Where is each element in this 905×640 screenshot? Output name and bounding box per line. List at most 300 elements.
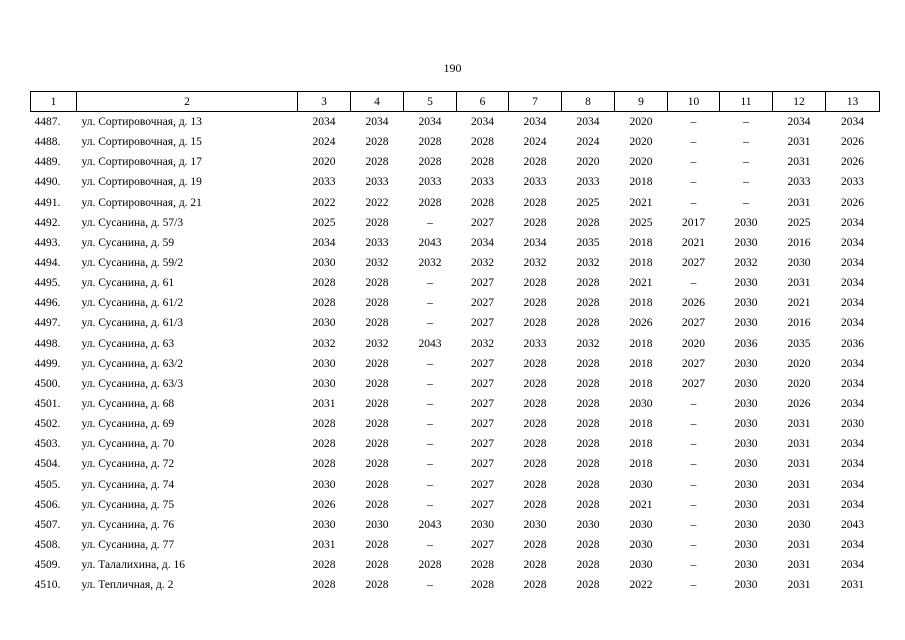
year-cell: 2030 <box>629 478 653 491</box>
row-number-cell: 4498. <box>34 337 61 350</box>
year-cell: 2031 <box>787 438 811 451</box>
year-cell: 2028 <box>312 579 336 592</box>
year-cell: 2033 <box>787 176 811 189</box>
address-cell: ул. Сусанина, д. 70 <box>81 438 175 451</box>
row-number-cell: 4492. <box>34 216 61 229</box>
year-cell: 2033 <box>471 176 494 189</box>
address-cell: ул. Сусанина, д. 75 <box>81 498 175 511</box>
year-cell: 2036 <box>841 337 864 350</box>
year-cell: 2032 <box>365 257 389 270</box>
year-cell: 2027 <box>471 216 494 229</box>
year-cell: 2016 <box>787 317 811 330</box>
year-cell: 2017 <box>682 216 705 229</box>
year-cell: 2030 <box>734 518 758 531</box>
row-number-cell: 4496. <box>34 297 61 310</box>
year-cell: 2034 <box>312 236 336 249</box>
year-cell: 2034 <box>841 438 864 451</box>
table-row <box>31 233 880 253</box>
year-cell: 2028 <box>365 216 389 229</box>
year-cell: 2034 <box>841 539 864 552</box>
year-cell: 2027 <box>471 418 494 431</box>
year-cell: 2020 <box>629 156 653 169</box>
address-cell: ул. Сусанина, д. 61 <box>81 277 175 290</box>
table-row <box>31 193 880 213</box>
address-cell: ул. Сусанина, д. 63/3 <box>81 377 184 390</box>
year-cell: 2028 <box>523 438 547 451</box>
year-cell: 2034 <box>787 116 811 129</box>
table-row <box>31 334 880 354</box>
year-cell: 2030 <box>629 559 653 572</box>
year-cell: 2034 <box>841 398 864 411</box>
year-cell: 2028 <box>365 156 389 169</box>
year-cell: 2027 <box>471 377 494 390</box>
year-cell: 2025 <box>629 216 653 229</box>
year-cell: 2030 <box>734 317 758 330</box>
table-row <box>31 273 880 293</box>
header-row <box>31 92 880 112</box>
year-cell: – <box>690 418 697 431</box>
address-cell: ул. Сортировочная, д. 19 <box>81 176 202 189</box>
year-cell: 2043 <box>841 518 864 531</box>
year-cell: – <box>427 317 433 330</box>
year-cell: 2030 <box>734 216 758 229</box>
row-number-cell: 4495. <box>34 277 61 290</box>
year-cell: 2033 <box>365 236 389 249</box>
year-cell: – <box>427 216 433 229</box>
year-cell: 2034 <box>418 116 442 129</box>
year-cell: 2030 <box>734 539 758 552</box>
year-cell: 2030 <box>734 579 758 592</box>
table-row <box>31 394 880 414</box>
year-cell: 2027 <box>471 357 494 370</box>
year-cell: 2026 <box>841 156 864 169</box>
year-cell: 2034 <box>365 116 389 129</box>
row-number-cell: 4490. <box>34 176 61 189</box>
year-cell: 2028 <box>418 156 442 169</box>
year-cell: 2034 <box>471 236 494 249</box>
year-cell: 2028 <box>523 498 547 511</box>
address-cell: ул. Талалихина, д. 16 <box>81 559 186 572</box>
year-cell: – <box>690 559 697 572</box>
year-cell: 2032 <box>523 257 547 270</box>
year-cell: 2031 <box>787 478 811 491</box>
address-cell: ул. Сусанина, д. 61/3 <box>81 317 184 330</box>
column-header: 10 <box>668 92 720 112</box>
year-cell: – <box>743 196 749 209</box>
year-cell: 2028 <box>365 277 389 290</box>
year-cell: 2030 <box>734 377 758 390</box>
year-cell: 2031 <box>787 579 811 592</box>
address-cell: ул. Сусанина, д. 77 <box>81 539 175 552</box>
year-cell: 2030 <box>787 257 811 270</box>
year-cell: 2027 <box>471 317 494 330</box>
year-cell: 2028 <box>523 156 547 169</box>
table-row <box>31 434 880 454</box>
year-cell: 2028 <box>471 579 494 592</box>
year-cell: 2027 <box>682 317 705 330</box>
year-cell: – <box>743 136 749 149</box>
year-cell: 2028 <box>418 136 442 149</box>
table-row <box>31 515 880 535</box>
year-cell: 2028 <box>576 216 600 229</box>
year-cell: 2026 <box>629 317 653 330</box>
year-cell: 2028 <box>576 498 600 511</box>
year-cell: 2026 <box>841 136 864 149</box>
table-row <box>31 152 880 172</box>
year-cell: 2036 <box>734 337 758 350</box>
year-cell: 2027 <box>471 297 494 310</box>
year-cell: 2030 <box>629 539 653 552</box>
year-cell: 2033 <box>576 176 600 189</box>
year-cell: – <box>690 156 697 169</box>
row-number-cell: 4487. <box>34 116 61 129</box>
table-row <box>31 495 880 515</box>
year-cell: 2034 <box>841 236 864 249</box>
row-number-cell: 4505. <box>34 478 61 491</box>
year-cell: 2028 <box>523 377 547 390</box>
year-cell: 2034 <box>841 216 864 229</box>
address-cell: ул. Сусанина, д. 61/2 <box>81 297 184 310</box>
year-cell: 2030 <box>312 357 336 370</box>
year-cell: 2034 <box>841 357 864 370</box>
year-cell: 2028 <box>523 277 547 290</box>
table-row <box>31 555 880 575</box>
year-cell: 2028 <box>471 156 494 169</box>
year-cell: 2030 <box>471 518 494 531</box>
table-row <box>31 454 880 474</box>
year-cell: – <box>690 498 697 511</box>
year-cell: 2028 <box>365 539 389 552</box>
year-cell: – <box>427 458 433 471</box>
year-cell: 2028 <box>365 418 389 431</box>
year-cell: 2034 <box>841 297 864 310</box>
address-cell: ул. Сусанина, д. 74 <box>81 478 175 491</box>
year-cell: 2027 <box>682 357 705 370</box>
year-cell: 2031 <box>312 539 336 552</box>
year-cell: 2028 <box>312 277 336 290</box>
year-cell: 2031 <box>787 277 811 290</box>
address-cell: ул. Сусанина, д. 57/3 <box>81 216 184 229</box>
column-header: 11 <box>720 92 773 112</box>
year-cell: 2018 <box>629 257 653 270</box>
address-cell: ул. Сусанина, д. 72 <box>81 458 175 471</box>
column-header: 8 <box>562 92 615 112</box>
year-cell: 2027 <box>471 398 494 411</box>
year-cell: 2027 <box>682 257 705 270</box>
year-cell: 2028 <box>418 196 442 209</box>
year-cell: 2021 <box>682 236 705 249</box>
table-row <box>31 213 880 233</box>
year-cell: 2028 <box>576 297 600 310</box>
year-cell: 2028 <box>576 438 600 451</box>
year-cell: 2020 <box>629 116 653 129</box>
year-cell: 2026 <box>841 196 864 209</box>
column-header: 1 <box>31 92 77 112</box>
year-cell: 2018 <box>629 458 653 471</box>
year-cell: 2035 <box>576 236 600 249</box>
year-cell: 2028 <box>365 478 389 491</box>
year-cell: 2031 <box>787 156 811 169</box>
year-cell: 2028 <box>365 297 389 310</box>
column-header: 9 <box>615 92 668 112</box>
column-header: 2 <box>77 92 298 112</box>
year-cell: 2022 <box>629 579 653 592</box>
row-number-cell: 4503. <box>34 438 61 451</box>
year-cell: 2030 <box>734 498 758 511</box>
address-cell: ул. Сусанина, д. 63/2 <box>81 357 184 370</box>
column-header: 7 <box>509 92 562 112</box>
table-row <box>31 354 880 374</box>
column-header: 12 <box>773 92 826 112</box>
year-cell: 2028 <box>523 216 547 229</box>
address-cell: ул. Сусанина, д. 63 <box>81 337 175 350</box>
year-cell: 2028 <box>523 458 547 471</box>
year-cell: 2030 <box>312 518 336 531</box>
column-header: 4 <box>351 92 404 112</box>
year-cell: 2028 <box>523 418 547 431</box>
year-cell: 2028 <box>471 559 494 572</box>
address-cell: ул. Сортировочная, д. 17 <box>81 156 202 169</box>
year-cell: 2030 <box>365 518 389 531</box>
year-cell: 2034 <box>841 478 864 491</box>
year-cell: – <box>690 196 697 209</box>
year-cell: – <box>690 136 697 149</box>
year-cell: 2028 <box>365 357 389 370</box>
year-cell: 2031 <box>787 458 811 471</box>
year-cell: 2043 <box>418 236 442 249</box>
address-cell: ул. Тепличная, д. 2 <box>81 579 174 592</box>
year-cell: 2021 <box>629 498 653 511</box>
year-cell: 2034 <box>841 277 864 290</box>
year-cell: 2020 <box>629 136 653 149</box>
year-cell: – <box>427 539 433 552</box>
year-cell: 2028 <box>576 579 600 592</box>
year-cell: – <box>743 156 749 169</box>
address-cell: ул. Сусанина, д. 69 <box>81 418 175 431</box>
year-cell: 2028 <box>471 136 494 149</box>
year-cell: 2027 <box>471 277 494 290</box>
year-cell: 2028 <box>365 579 389 592</box>
table-row <box>31 253 880 273</box>
year-cell: 2030 <box>734 398 758 411</box>
year-cell: 2028 <box>576 317 600 330</box>
year-cell: 2027 <box>471 438 494 451</box>
address-cell: ул. Сусанина, д. 59 <box>81 236 175 249</box>
year-cell: 2034 <box>841 317 864 330</box>
table-row <box>31 575 880 595</box>
row-number-cell: 4497. <box>34 317 61 330</box>
year-cell: 2033 <box>418 176 442 189</box>
year-cell: – <box>427 398 433 411</box>
year-cell: 2031 <box>787 498 811 511</box>
year-cell: 2030 <box>576 518 600 531</box>
year-cell: 2028 <box>523 579 547 592</box>
year-cell: 2030 <box>734 559 758 572</box>
column-header: 6 <box>457 92 509 112</box>
year-cell: 2025 <box>312 216 336 229</box>
address-cell: ул. Сусанина, д. 76 <box>81 518 175 531</box>
year-cell: 2033 <box>312 176 336 189</box>
year-cell: 2028 <box>365 458 389 471</box>
year-cell: 2028 <box>576 418 600 431</box>
year-cell: 2030 <box>312 257 336 270</box>
year-cell: – <box>427 438 433 451</box>
year-cell: 2028 <box>576 398 600 411</box>
year-cell: 2030 <box>312 317 336 330</box>
table-row <box>31 132 880 152</box>
row-number-cell: 4491. <box>34 196 61 209</box>
year-cell: 2028 <box>576 357 600 370</box>
column-header: 13 <box>826 92 880 112</box>
year-cell: 2028 <box>576 539 600 552</box>
year-cell: 2043 <box>418 518 442 531</box>
year-cell: 2022 <box>365 196 389 209</box>
row-number-cell: 4510. <box>34 579 61 592</box>
year-cell: 2031 <box>841 579 864 592</box>
year-cell: 2028 <box>365 498 389 511</box>
year-cell: – <box>427 579 433 592</box>
table-body <box>31 112 880 596</box>
row-number-cell: 4489. <box>34 156 61 169</box>
year-cell: 2020 <box>787 357 811 370</box>
column-header: 3 <box>298 92 351 112</box>
year-cell: 2030 <box>734 458 758 471</box>
year-cell: 2028 <box>576 458 600 471</box>
year-cell: 2028 <box>312 297 336 310</box>
year-cell: 2028 <box>365 377 389 390</box>
year-cell: 2030 <box>734 277 758 290</box>
year-cell: 2043 <box>418 337 442 350</box>
row-number-cell: 4488. <box>34 136 61 149</box>
year-cell: – <box>427 357 433 370</box>
year-cell: 2021 <box>629 277 653 290</box>
year-cell: 2016 <box>787 236 811 249</box>
year-cell: 2030 <box>629 398 653 411</box>
year-cell: 2028 <box>365 317 389 330</box>
column-header: 5 <box>404 92 457 112</box>
year-cell: 2027 <box>471 539 494 552</box>
year-cell: 2034 <box>841 498 864 511</box>
year-cell: 2031 <box>312 398 336 411</box>
year-cell: 2031 <box>787 196 811 209</box>
year-cell: 2028 <box>576 377 600 390</box>
year-cell: 2028 <box>471 196 494 209</box>
year-cell: 2024 <box>523 136 547 149</box>
year-cell: 2026 <box>787 398 811 411</box>
year-cell: 2018 <box>629 176 653 189</box>
year-cell: 2021 <box>629 196 653 209</box>
table-row <box>31 374 880 394</box>
schedule-table <box>30 91 880 595</box>
year-cell: 2030 <box>312 377 336 390</box>
year-cell: 2027 <box>471 458 494 471</box>
row-number-cell: 4501. <box>34 398 61 411</box>
address-cell: ул. Сортировочная, д. 13 <box>81 116 202 129</box>
year-cell: 2028 <box>365 398 389 411</box>
year-cell: 2032 <box>576 337 600 350</box>
year-cell: – <box>427 277 433 290</box>
year-cell: 2030 <box>629 518 653 531</box>
year-cell: 2022 <box>312 196 336 209</box>
year-cell: 2034 <box>841 257 864 270</box>
year-cell: 2018 <box>629 297 653 310</box>
year-cell: 2018 <box>629 357 653 370</box>
year-cell: 2030 <box>734 438 758 451</box>
year-cell: 2034 <box>841 377 864 390</box>
year-cell: 2028 <box>576 277 600 290</box>
row-number-cell: 4502. <box>34 418 61 431</box>
year-cell: 2028 <box>523 398 547 411</box>
year-cell: 2018 <box>629 418 653 431</box>
year-cell: – <box>690 438 697 451</box>
year-cell: 2028 <box>312 438 336 451</box>
year-cell: 2027 <box>682 377 705 390</box>
year-cell: 2032 <box>471 257 494 270</box>
year-cell: 2032 <box>734 257 758 270</box>
year-cell: 2018 <box>629 337 653 350</box>
year-cell: – <box>427 498 433 511</box>
year-cell: 2024 <box>576 136 600 149</box>
year-cell: 2031 <box>787 418 811 431</box>
table-row <box>31 414 880 434</box>
year-cell: 2020 <box>576 156 600 169</box>
year-cell: 2028 <box>523 539 547 552</box>
table-row <box>31 475 880 495</box>
year-cell: 2028 <box>576 559 600 572</box>
year-cell: 2028 <box>418 559 442 572</box>
year-cell: 2028 <box>312 418 336 431</box>
year-cell: 2028 <box>312 559 336 572</box>
row-number-cell: 4494. <box>34 257 61 270</box>
year-cell: 2028 <box>576 478 600 491</box>
year-cell: 2030 <box>734 478 758 491</box>
year-cell: 2020 <box>787 377 811 390</box>
year-cell: 2028 <box>523 317 547 330</box>
year-cell: – <box>690 518 697 531</box>
row-number-cell: 4504. <box>34 458 61 471</box>
year-cell: 2028 <box>365 438 389 451</box>
year-cell: 2018 <box>629 236 653 249</box>
year-cell: 2034 <box>841 559 864 572</box>
year-cell: 2034 <box>576 116 600 129</box>
year-cell: 2032 <box>418 257 442 270</box>
table-row <box>31 293 880 313</box>
year-cell: 2020 <box>312 156 336 169</box>
year-cell: 2030 <box>523 518 547 531</box>
year-cell: – <box>427 377 433 390</box>
year-cell: 2028 <box>523 357 547 370</box>
year-cell: 2033 <box>523 337 547 350</box>
table-row <box>31 172 880 192</box>
year-cell: 2031 <box>787 539 811 552</box>
year-cell: 2030 <box>734 357 758 370</box>
year-cell: 2028 <box>523 196 547 209</box>
year-cell: 2032 <box>471 337 494 350</box>
year-cell: 2028 <box>365 136 389 149</box>
year-cell: 2033 <box>841 176 864 189</box>
year-cell: 2027 <box>471 478 494 491</box>
year-cell: – <box>743 116 749 129</box>
year-cell: – <box>690 539 697 552</box>
year-cell: 2028 <box>523 478 547 491</box>
year-cell: 2026 <box>682 297 705 310</box>
year-cell: 2031 <box>787 559 811 572</box>
table-row <box>31 112 880 133</box>
year-cell: 2033 <box>523 176 547 189</box>
year-cell: – <box>690 458 697 471</box>
year-cell: 2030 <box>312 478 336 491</box>
year-cell: 2035 <box>787 337 811 350</box>
